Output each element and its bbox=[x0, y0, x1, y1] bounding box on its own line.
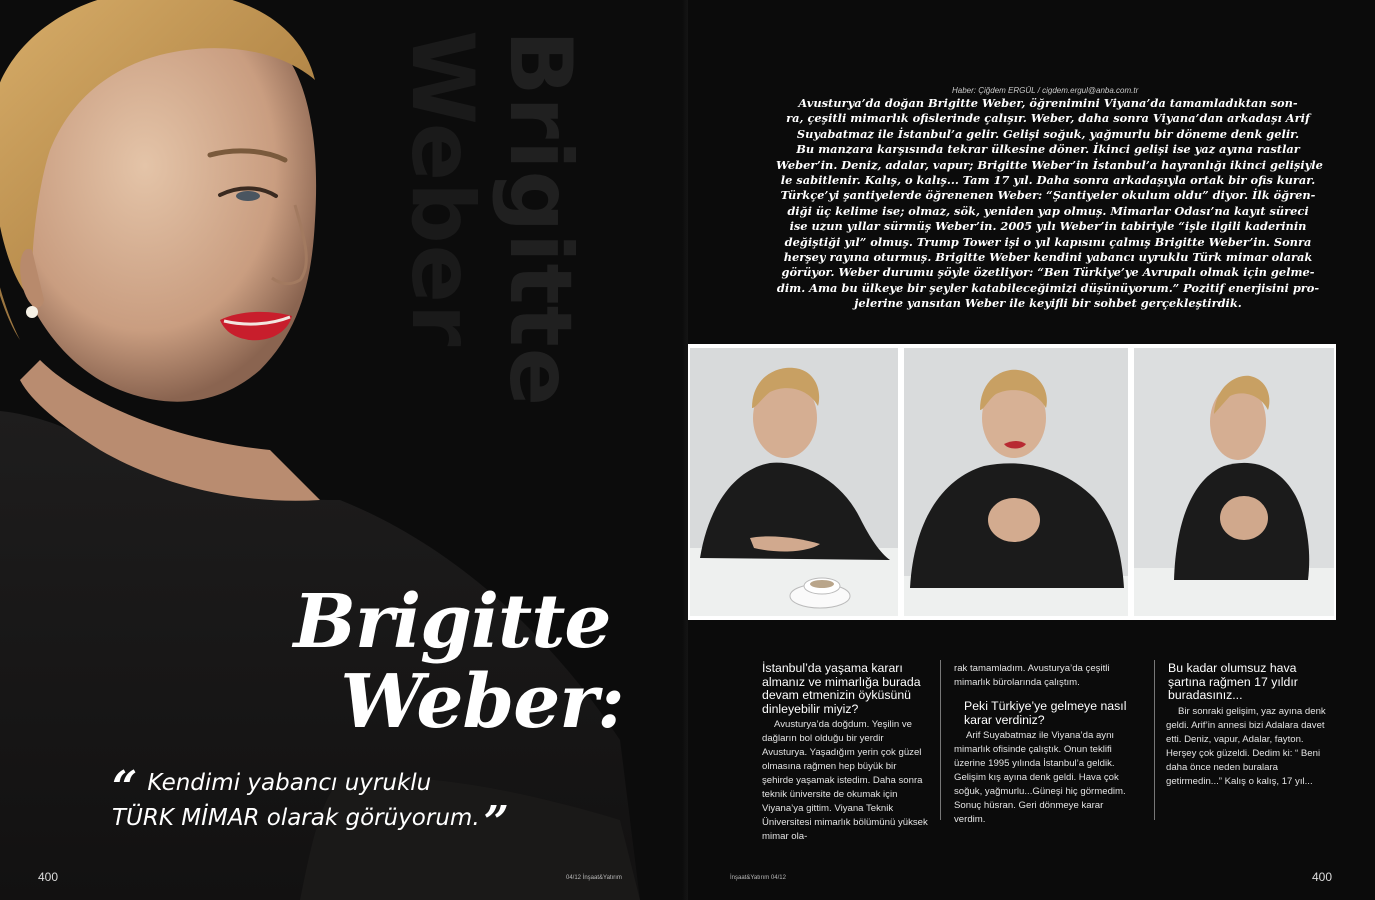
answer-1: Avusturya’da doğdum. Yeşilin ve dağların bol olduğu bir yerdir Avusturya. Yaşadığım yerin çok güzel olmasına rağmen hep büyük bir şehirde yaşamak istedim. Daha sonra teknik üniversite de okumak için Viyana’ya gittim. Viyana Teknik Üniversitesi mimarlık bölümünü yüksek mimar ola- bbox=[762, 719, 928, 842]
question-1: İstanbul’da yaşama kararı almanız ve mimarlığa burada devam etmenizin öyküsünü dinleyebilir miyiz? bbox=[762, 661, 921, 716]
intro-line: herşey rayına oturmuş. Brigitte Weber kendini yabancı uyruklu Türk mimar olarak bbox=[783, 250, 1313, 265]
intro-line: Bu manzara karşısında tekrar ülkesine döner. İkinci gelişi ise yaz ayına rastlar bbox=[796, 142, 1300, 157]
byline: Haber: Çiğdem ERGÜL / cigdem.ergul@anba.com.tr bbox=[952, 86, 1139, 95]
question-2: Peki Türkiye’ye gelmeye nasıl karar verdiniz? bbox=[964, 699, 1127, 727]
issue-label-left: 04/12 İnşaat&Yatırım bbox=[566, 875, 622, 881]
right-page bbox=[688, 0, 1375, 900]
intro-line: jelerine yansıtan Weber ile keyifli bir sohbet gerçekleştirdik. bbox=[854, 296, 1242, 311]
headline bbox=[232, 579, 672, 745]
column-1 bbox=[762, 662, 930, 844]
intro-line: Weber’in. Deniz, adalar, vapur; Brigitte Weber’in İstanbul’a hayranlığı ikinci gelişiyle bbox=[776, 157, 1323, 172]
intro-line: le sabitlenir. Kalış, o kalış... Tam 17 yıl. Daha sonra arkadaşıyla ortak bir ofis kurar. bbox=[780, 173, 1316, 188]
answer-1-continued: rak tamamladım. Avusturya’da çeşitli mimarlık bürolarında çalıştım. bbox=[954, 663, 1110, 688]
photo-1 bbox=[690, 348, 898, 616]
page-number-right: 400 bbox=[1312, 870, 1333, 884]
intro-line: dim. Ama bu ülkeye bir şeyler katabileceğimizi düşünüyorum.” Pozitif enerjisini pro- bbox=[776, 280, 1320, 295]
vertical-name-watermark bbox=[392, 30, 620, 490]
photo-strip bbox=[688, 344, 1336, 620]
intro-line: diği üç kelime ise; olmaz, sök, yeniden yap olmuş. Mimarlar Odası’na kayıt süreci bbox=[787, 203, 1309, 218]
answer-3: Bir sonraki gelişim, yaz ayına denk geldi. Arif’in annesi bizi Adalara davet etti. Deniz, vapur, Adalar, fayton. Herşey çok güzeldi. Dedim ki: “ Beni daha önce neden buralara getirmedin...” Kalış o kalış, 17 yıl... bbox=[1166, 705, 1326, 787]
intro-line: Avusturya’da doğan Brigitte Weber, öğrenimini Viyana’da tamamladıktan son- bbox=[798, 96, 1298, 110]
quote-open-mark: “ bbox=[112, 762, 138, 813]
column-3 bbox=[1166, 662, 1336, 789]
page-number-left: 400 bbox=[38, 870, 59, 884]
intro-line: Türkçe’yi şantiyelerde öğrenenen Weber: “Şantiyeler okulum oldu” diyor. İlk öğren- bbox=[780, 188, 1316, 203]
intro-line: değiştiği yıl” olmuş. Trump Tower işi o yıl kapısını çalmış Brigitte Weber’in. Sonra bbox=[784, 234, 1312, 249]
intro-line: Suyabatmaz ile İstanbul’a gelir. Gelişi soğuk, yağmurlu bir döneme denk gelir. bbox=[796, 126, 1300, 141]
column-rule bbox=[940, 660, 941, 820]
pull-quote bbox=[112, 762, 632, 848]
photo-3 bbox=[1134, 348, 1334, 616]
intro-line: görüyor. Weber durumu şöyle özetliyor: “Ben Türkiye’ye Avrupalı olmak için gelme- bbox=[781, 265, 1315, 280]
vertical-name-first: Brigitte bbox=[490, 30, 590, 408]
quote-line-2: TÜRK MİMAR olarak görüyorum. bbox=[112, 805, 480, 831]
issue-label-right: İnşaat&Yatırım 04/12 bbox=[730, 875, 786, 881]
column-2 bbox=[954, 662, 1132, 827]
column-rule bbox=[1154, 660, 1155, 820]
headline-line-1: Brigitte bbox=[293, 579, 611, 665]
question-3: Bu kadar olumsuz hava şartına rağmen 17 yıldır buradasınız... bbox=[1168, 661, 1298, 702]
photo-2 bbox=[904, 348, 1128, 616]
headline-line-2: Weber: bbox=[340, 659, 624, 745]
intro-paragraph bbox=[776, 96, 1323, 312]
intro-line: ra, çeşitli mimarlık ofislerinde çalışır. Weber, daha sonra Viyana’dan arkadaşı Arif bbox=[786, 111, 1310, 126]
quote-close-mark: ” bbox=[483, 797, 509, 848]
vertical-name-last: Weber bbox=[392, 30, 492, 348]
intro-line: ise uzun yıllar sürmüş Weber’in. 2005 yılı Weber’in tabiriyle “işle ilgili kaderinin bbox=[789, 219, 1307, 234]
answer-2: Arif Suyabatmaz ile Viyana’da aynı mimarlık ofisinde çalıştık. Onun teklifi üzerine 1995 yılında İstanbul’a geldik. Gelişim kış ayına denk geldi. Hava çok soğuk, yağmurlu...Güneşi hiç görmedim. Sonuç hüsran. Geri dönmeye karar verdim. bbox=[954, 730, 1126, 825]
quote-line-1: Kendimi yabancı uyruklu bbox=[147, 770, 432, 796]
